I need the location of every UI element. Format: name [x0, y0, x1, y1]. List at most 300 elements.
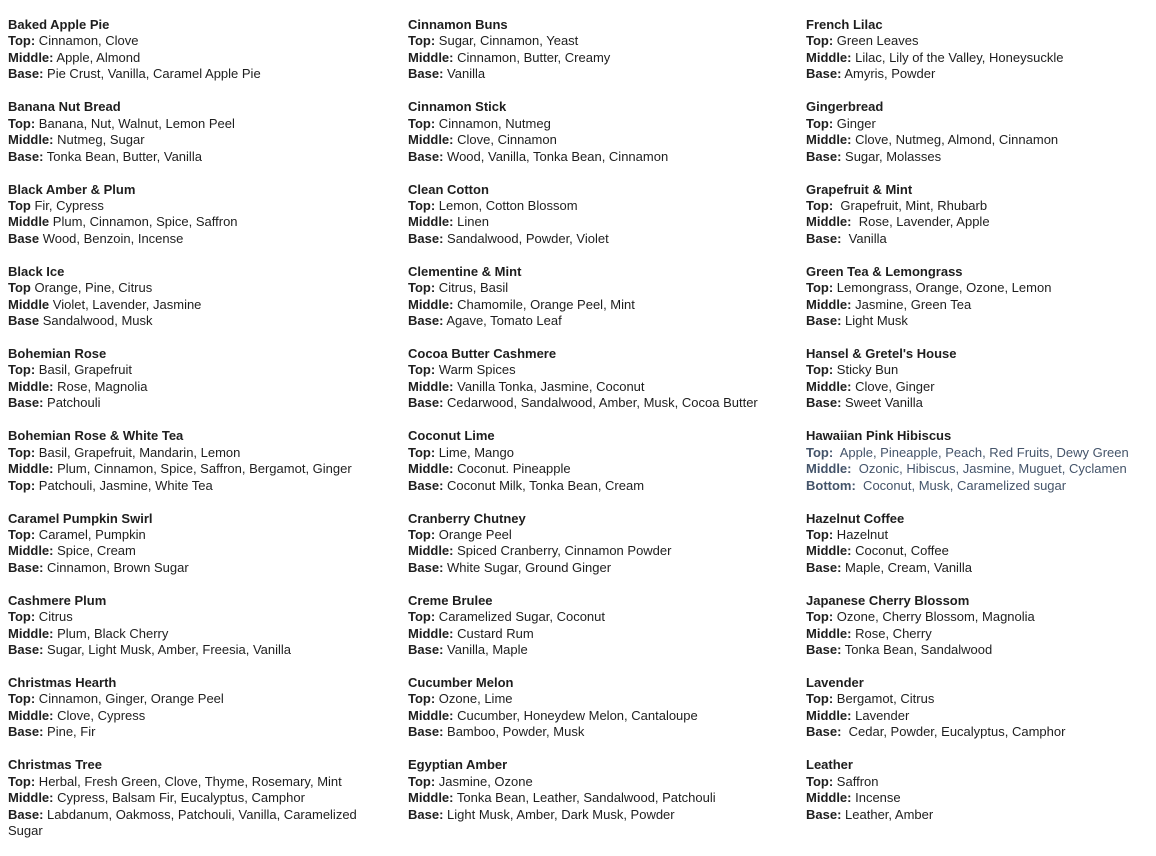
- note-line: [806, 231, 1156, 247]
- note-label: Top:: [8, 773, 36, 789]
- note-line: [8, 527, 364, 543]
- note-line: [408, 214, 764, 230]
- note-value: Rose, Cherry: [851, 625, 932, 641]
- fragrance-entry: [408, 675, 764, 741]
- note-value: Chamomile, Orange Peel, Mint: [453, 296, 635, 312]
- note-line: [408, 626, 764, 642]
- note-value: Fir, Cypress: [30, 197, 104, 213]
- note-line: [408, 198, 764, 214]
- note-label: Base:: [806, 806, 842, 822]
- note-value: Pie Crust, Vanilla, Caramel Apple Pie: [43, 66, 261, 82]
- note-value: Hazelnut: [833, 526, 889, 542]
- note-line: [806, 642, 1156, 658]
- fragrance-name: Green Tea & Lemongrass: [806, 263, 963, 279]
- note-value: Ozone, Lime: [435, 691, 513, 707]
- fragrance-name: Cinnamon Stick: [408, 99, 507, 115]
- note-value: Sticky Bun: [833, 362, 899, 378]
- note-value: Tonka Bean, Butter, Vanilla: [43, 148, 202, 164]
- note-value: Lemongrass, Orange, Ozone, Lemon: [833, 280, 1052, 296]
- note-line: [408, 116, 764, 132]
- note-line: [408, 379, 764, 395]
- note-value: Citrus, Basil: [435, 280, 509, 296]
- note-value: Lemon, Cotton Blossom: [435, 197, 578, 213]
- note-line: [806, 362, 1156, 378]
- note-label: Middle:: [806, 49, 852, 65]
- fragrance-name: Christmas Hearth: [8, 675, 117, 690]
- note-line: [806, 609, 1156, 625]
- note-label: Middle: [8, 296, 50, 312]
- fragrance-name: Creme Brulee: [408, 592, 493, 608]
- note-value: Cucumber, Honeydew Melon, Cantaloupe: [453, 707, 698, 723]
- note-value: Vanilla: [443, 66, 486, 82]
- note-label: Middle:: [408, 49, 454, 65]
- note-line: [8, 691, 364, 707]
- note-line: [408, 691, 764, 707]
- note-label: Top: [8, 197, 31, 213]
- note-value: Cinnamon, Nutmeg: [435, 115, 551, 131]
- note-value: Clove, Cinnamon: [453, 132, 557, 148]
- note-label: Top:: [806, 33, 834, 49]
- note-label: Middle:: [806, 378, 852, 394]
- note-line: [408, 527, 764, 543]
- note-line: [408, 461, 764, 477]
- note-value: Clove, Nutmeg, Almond, Cinnamon: [851, 132, 1059, 148]
- note-value: Coconut, Coffee: [851, 543, 949, 559]
- column-2: [408, 17, 806, 856]
- note-line: [8, 478, 364, 494]
- fragrance-name: Egyptian Amber: [408, 757, 508, 773]
- note-label: Base:: [408, 724, 444, 740]
- fragrance-name: Hansel & Gretel's House: [806, 346, 957, 361]
- note-label: Top:: [408, 526, 436, 542]
- note-line: [8, 280, 364, 296]
- fragrance-name: Baked Apple Pie: [8, 17, 110, 32]
- note-line: [806, 280, 1156, 296]
- fragrance-name: Clementine & Mint: [408, 263, 522, 279]
- note-value: Citrus: [35, 609, 73, 625]
- note-line: [8, 198, 364, 214]
- note-label: Middle:: [408, 378, 454, 394]
- fragrance-name: Black Ice: [8, 263, 65, 279]
- note-line: [8, 362, 364, 378]
- fragrance-name: Cranberry Chutney: [408, 510, 526, 526]
- note-label: Base:: [408, 806, 444, 822]
- fragrance-entry: [408, 182, 764, 248]
- note-line: [408, 362, 764, 378]
- note-label: Top:: [806, 197, 834, 213]
- note-value: Ozone, Cherry Blossom, Magnolia: [833, 609, 1035, 625]
- note-line: [408, 231, 764, 247]
- fragrance-name: Clean Cotton: [408, 181, 489, 197]
- note-label: Top:: [806, 609, 834, 625]
- note-value: Banana, Nut, Walnut, Lemon Peel: [35, 115, 235, 131]
- note-label: Base:: [8, 724, 44, 740]
- note-label: Middle: [8, 214, 50, 230]
- fragrance-entry: [8, 17, 364, 83]
- note-label: Base: [8, 313, 40, 329]
- note-label: Middle:: [8, 378, 54, 394]
- note-line: [8, 807, 364, 840]
- fragrance-entry: [8, 264, 364, 330]
- note-label: Middle:: [806, 296, 852, 312]
- note-line: [8, 790, 364, 806]
- note-label: Top:: [408, 280, 436, 296]
- note-line: [806, 50, 1156, 66]
- note-line: [8, 149, 364, 165]
- note-line: [8, 609, 364, 625]
- note-label: Top:: [408, 197, 436, 213]
- note-label: Base:: [408, 395, 444, 411]
- note-value: Grapefruit, Mint, Rhubarb: [833, 197, 988, 213]
- note-line: [8, 33, 364, 49]
- note-line: [8, 231, 364, 247]
- fragrance-entry: [408, 346, 764, 412]
- note-line: [408, 478, 764, 494]
- note-label: Base:: [408, 642, 444, 658]
- note-line: [8, 626, 364, 642]
- note-line: [8, 461, 364, 477]
- note-value: Cedar, Powder, Eucalyptus, Camphor: [841, 724, 1066, 740]
- note-line: [408, 280, 764, 296]
- fragrance-name: Leather: [806, 757, 853, 773]
- note-value: Vanilla, Maple: [443, 642, 528, 658]
- fragrance-entry: [806, 17, 1156, 83]
- note-line: [806, 214, 1156, 230]
- note-label: Top:: [8, 691, 36, 707]
- fragrance-name: Cinnamon Buns: [408, 17, 508, 32]
- note-label: Top:: [806, 444, 834, 460]
- note-line: [806, 560, 1156, 576]
- note-value: Orange Peel: [435, 526, 512, 542]
- note-line: [806, 527, 1156, 543]
- note-label: Middle:: [806, 214, 852, 230]
- note-label: Middle:: [806, 707, 852, 723]
- note-label: Middle:: [8, 461, 54, 477]
- fragrance-name: Cocoa Butter Cashmere: [408, 346, 557, 361]
- note-line: [806, 33, 1156, 49]
- note-value: Lavender: [851, 707, 910, 723]
- note-line: [8, 66, 364, 82]
- note-label: Top:: [8, 115, 36, 131]
- note-label: Top:: [8, 33, 36, 49]
- note-value: Tonka Bean, Sandalwood: [841, 642, 993, 658]
- note-label: Base:: [8, 642, 44, 658]
- note-line: [408, 774, 764, 790]
- note-value: Rose, Magnolia: [53, 378, 148, 394]
- note-label: Base:: [806, 66, 842, 82]
- note-label: Middle:: [8, 543, 54, 559]
- note-label: Top:: [806, 691, 834, 707]
- note-label: Base:: [8, 559, 44, 575]
- note-line: [806, 116, 1156, 132]
- note-value: Patchouli: [43, 395, 101, 411]
- note-label: Middle:: [8, 707, 54, 723]
- note-label: Middle:: [408, 543, 454, 559]
- note-line: [8, 313, 364, 329]
- note-value: Cinnamon, Butter, Creamy: [453, 49, 611, 65]
- column-3: [806, 17, 1156, 856]
- note-line: [806, 626, 1156, 642]
- note-value: Cinnamon, Clove: [35, 33, 139, 49]
- note-line: [806, 198, 1156, 214]
- note-label: Top: [8, 280, 31, 296]
- note-value: Apple, Pineapple, Peach, Red Fruits, Dewy Green: [833, 444, 1129, 460]
- note-label: Base:: [8, 66, 44, 82]
- note-label: Top:: [8, 444, 36, 460]
- note-value: Amyris, Powder: [841, 66, 936, 82]
- note-label: Base:: [806, 724, 842, 740]
- fragrance-entry: [806, 182, 1156, 248]
- fragrance-entry: [806, 346, 1156, 412]
- note-label: Top:: [8, 477, 36, 493]
- fragrance-name: Lavender: [806, 675, 864, 690]
- note-value: Patchouli, Jasmine, White Tea: [35, 477, 213, 493]
- note-label: Top:: [806, 115, 834, 131]
- note-value: White Sugar, Ground Ginger: [443, 559, 612, 575]
- note-label: Middle:: [408, 214, 454, 230]
- note-value: Saffron: [833, 773, 879, 789]
- note-line: [408, 66, 764, 82]
- fragrance-entry: [8, 511, 364, 577]
- note-value: Nutmeg, Sugar: [53, 132, 145, 148]
- note-line: [806, 461, 1156, 477]
- note-label: Base:: [806, 148, 842, 164]
- note-line: [806, 445, 1156, 461]
- note-line: [8, 50, 364, 66]
- fragrance-name: Banana Nut Bread: [8, 99, 121, 115]
- note-value: Bamboo, Powder, Musk: [443, 724, 585, 740]
- note-value: Coconut, Musk, Caramelized sugar: [855, 477, 1067, 493]
- note-value: Plum, Black Cherry: [53, 625, 169, 641]
- note-value: Caramel, Pumpkin: [35, 526, 146, 542]
- note-line: [8, 642, 364, 658]
- note-label: Base:: [408, 148, 444, 164]
- note-value: Sugar, Cinnamon, Yeast: [435, 33, 579, 49]
- note-value: Labdanum, Oakmoss, Patchouli, Vanilla, Caramelized Sugar: [8, 806, 361, 839]
- note-value: Warm Spices: [435, 362, 516, 378]
- fragrance-name: Black Amber & Plum: [8, 181, 136, 197]
- note-value: Tonka Bean, Leather, Sandalwood, Patchouli: [453, 790, 716, 806]
- note-label: Middle:: [806, 625, 852, 641]
- fragrance-entry: [8, 346, 364, 412]
- note-value: Lime, Mango: [435, 444, 514, 460]
- note-label: Base:: [806, 559, 842, 575]
- fragrance-entry: [806, 511, 1156, 577]
- note-line: [8, 395, 364, 411]
- note-line: [806, 790, 1156, 806]
- note-value: Lilac, Lily of the Valley, Honeysuckle: [851, 49, 1064, 65]
- note-value: Agave, Tomato Leaf: [443, 313, 562, 329]
- note-value: Bergamot, Citrus: [833, 691, 935, 707]
- note-value: Rose, Lavender, Apple: [851, 214, 990, 230]
- note-label: Top:: [806, 362, 834, 378]
- note-value: Ozonic, Hibiscus, Jasmine, Muguet, Cyclamen: [851, 461, 1127, 477]
- note-value: Spice, Cream: [53, 543, 136, 559]
- fragrance-name: Caramel Pumpkin Swirl: [8, 510, 153, 526]
- note-label: Middle:: [806, 461, 852, 477]
- fragrance-entry: [806, 675, 1156, 741]
- note-value: Violet, Lavender, Jasmine: [49, 296, 202, 312]
- note-line: [806, 297, 1156, 313]
- note-label: Middle:: [806, 543, 852, 559]
- fragrance-name: Hawaiian Pink Hibiscus: [806, 428, 952, 444]
- note-line: [806, 724, 1156, 740]
- note-value: Light Musk, Amber, Dark Musk, Powder: [443, 806, 675, 822]
- note-line: [408, 50, 764, 66]
- note-line: [8, 445, 364, 461]
- fragrance-entry: [806, 428, 1156, 494]
- note-label: Bottom:: [806, 477, 856, 493]
- note-label: Middle:: [8, 625, 54, 641]
- note-line: [8, 214, 364, 230]
- note-line: [8, 708, 364, 724]
- note-value: Herbal, Fresh Green, Clove, Thyme, Rosemary, Mint: [35, 773, 342, 789]
- note-line: [8, 774, 364, 790]
- note-label: Base:: [8, 806, 44, 822]
- note-label: Middle:: [806, 790, 852, 806]
- note-label: Middle:: [408, 790, 454, 806]
- note-value: Cedarwood, Sandalwood, Amber, Musk, Cocoa Butter: [443, 395, 758, 411]
- note-value: Cinnamon, Ginger, Orange Peel: [35, 691, 224, 707]
- fragrance-entry: [408, 264, 764, 330]
- note-label: Top:: [408, 33, 436, 49]
- note-value: Apple, Almond: [53, 49, 141, 65]
- note-value: Plum, Cinnamon, Spice, Saffron, Bergamot, Ginger: [53, 461, 352, 477]
- note-label: Base:: [408, 66, 444, 82]
- note-value: Cypress, Balsam Fir, Eucalyptus, Camphor: [53, 790, 305, 806]
- note-line: [408, 297, 764, 313]
- fragrance-name: Christmas Tree: [8, 757, 102, 773]
- note-line: [408, 313, 764, 329]
- note-label: Top:: [806, 773, 834, 789]
- note-value: Jasmine, Ozone: [435, 773, 533, 789]
- note-value: Leather, Amber: [841, 806, 934, 822]
- note-value: Cinnamon, Brown Sugar: [43, 559, 189, 575]
- note-value: Coconut. Pineapple: [453, 461, 571, 477]
- note-label: Top:: [8, 609, 36, 625]
- fragrance-name: Bohemian Rose & White Tea: [8, 428, 184, 444]
- note-label: Top:: [408, 362, 436, 378]
- fragrance-entry: [408, 593, 764, 659]
- note-line: [806, 313, 1156, 329]
- note-value: Incense: [851, 790, 901, 806]
- note-label: Top:: [8, 362, 36, 378]
- note-line: [408, 132, 764, 148]
- fragrance-entry: [806, 593, 1156, 659]
- note-value: Linen: [453, 214, 489, 230]
- fragrance-entry: [806, 264, 1156, 330]
- note-label: Base:: [806, 230, 842, 246]
- fragrance-name: French Lilac: [806, 17, 883, 32]
- note-label: Middle:: [8, 49, 54, 65]
- note-label: Middle:: [408, 132, 454, 148]
- note-line: [8, 132, 364, 148]
- note-value: Maple, Cream, Vanilla: [841, 559, 972, 575]
- note-line: [408, 642, 764, 658]
- note-line: [408, 560, 764, 576]
- column-1: [8, 17, 408, 856]
- fragrance-entry: [8, 182, 364, 248]
- note-label: Middle:: [408, 461, 454, 477]
- fragrance-entry: [408, 757, 764, 823]
- fragrance-entry: [408, 99, 764, 165]
- note-value: Ginger: [833, 115, 876, 131]
- fragrance-entry: [408, 17, 764, 83]
- note-line: [408, 807, 764, 823]
- note-value: Jasmine, Green Tea: [851, 296, 972, 312]
- note-label: Base:: [408, 477, 444, 493]
- note-line: [408, 543, 764, 559]
- note-label: Base:: [408, 559, 444, 575]
- note-label: Middle:: [8, 790, 54, 806]
- note-line: [408, 724, 764, 740]
- note-line: [806, 691, 1156, 707]
- note-line: [806, 132, 1156, 148]
- fragrance-entry: [408, 428, 764, 494]
- note-value: Green Leaves: [833, 33, 919, 49]
- note-line: [806, 149, 1156, 165]
- note-line: [8, 379, 364, 395]
- fragrance-entry: [408, 511, 764, 577]
- note-label: Top:: [408, 115, 436, 131]
- note-line: [806, 379, 1156, 395]
- fragrance-name: Japanese Cherry Blossom: [806, 592, 970, 608]
- note-label: Base:: [806, 313, 842, 329]
- fragrance-name: Grapefruit & Mint: [806, 181, 913, 197]
- note-value: Clove, Ginger: [851, 378, 935, 394]
- note-label: Middle:: [408, 625, 454, 641]
- note-value: Custard Rum: [453, 625, 534, 641]
- fragrance-entry: [8, 675, 364, 741]
- note-line: [8, 724, 364, 740]
- note-value: Wood, Benzoin, Incense: [39, 230, 184, 246]
- note-value: Sugar, Light Musk, Amber, Freesia, Vanilla: [43, 642, 292, 658]
- note-line: [408, 708, 764, 724]
- note-line: [8, 560, 364, 576]
- note-value: Vanilla Tonka, Jasmine, Coconut: [453, 378, 645, 394]
- note-line: [806, 66, 1156, 82]
- note-value: Orange, Pine, Citrus: [30, 280, 153, 296]
- fragrance-entry: [806, 757, 1156, 823]
- note-label: Top:: [806, 526, 834, 542]
- note-value: Coconut Milk, Tonka Bean, Cream: [443, 477, 645, 493]
- note-label: Middle:: [806, 132, 852, 148]
- note-label: Top:: [806, 280, 834, 296]
- note-value: Spiced Cranberry, Cinnamon Powder: [453, 543, 672, 559]
- note-line: [408, 149, 764, 165]
- note-value: Caramelized Sugar, Coconut: [435, 609, 605, 625]
- note-line: [806, 708, 1156, 724]
- fragrance-name: Hazelnut Coffee: [806, 510, 905, 526]
- note-label: Top:: [408, 444, 436, 460]
- note-line: [806, 543, 1156, 559]
- note-value: Vanilla: [841, 230, 887, 246]
- note-label: Top:: [8, 526, 36, 542]
- note-value: Plum, Cinnamon, Spice, Saffron: [49, 214, 238, 230]
- note-label: Base:: [408, 313, 444, 329]
- note-label: Base:: [408, 230, 444, 246]
- note-value: Light Musk: [841, 313, 908, 329]
- fragrance-entry: [8, 593, 364, 659]
- note-line: [806, 774, 1156, 790]
- note-value: Sweet Vanilla: [841, 395, 923, 411]
- fragrance-entry: [806, 99, 1156, 165]
- note-value: Sugar, Molasses: [841, 148, 942, 164]
- note-line: [408, 445, 764, 461]
- note-line: [8, 297, 364, 313]
- note-line: [806, 807, 1156, 823]
- note-label: Middle:: [408, 707, 454, 723]
